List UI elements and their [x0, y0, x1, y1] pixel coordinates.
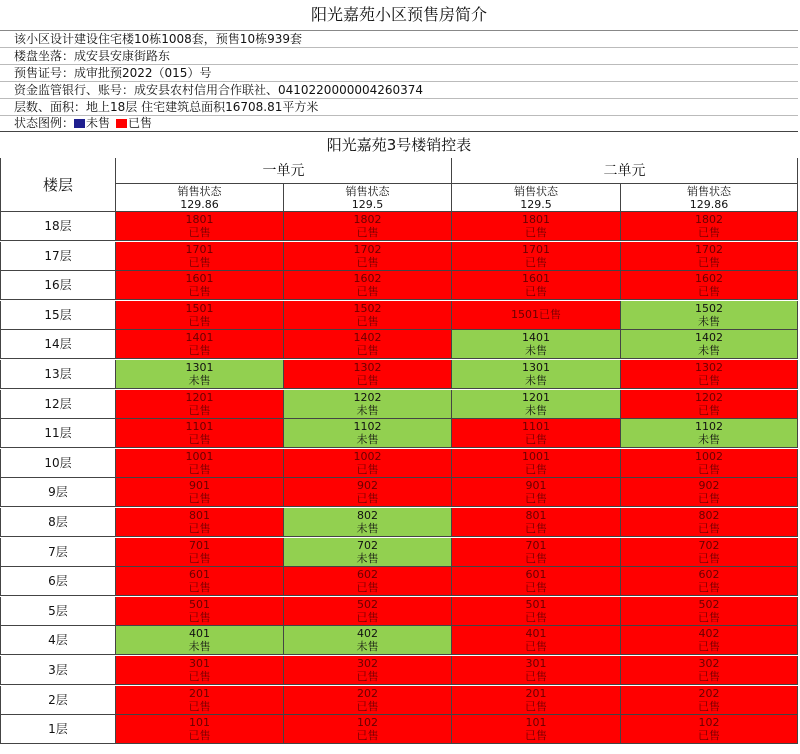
unit-cell [452, 242, 621, 271]
sale-status: 已售 [188, 462, 211, 476]
sale-status: 已售 [698, 462, 720, 476]
floor-label: 13层 [0, 360, 116, 389]
unit-cell [452, 567, 621, 596]
sale-status: 已售 [698, 551, 720, 565]
sale-status: 已售 [188, 729, 211, 743]
room-number: 801 [189, 509, 210, 522]
room-number: 1201 [185, 390, 214, 404]
table-row [0, 360, 798, 389]
room-number: 501 [525, 597, 547, 611]
unit-cell [621, 626, 798, 655]
unit-cell [621, 567, 798, 596]
column-status-label: 销售状态 [514, 185, 558, 198]
sale-status: 已售 [698, 581, 720, 595]
info-line-permit: 预售证号：成审批预2022（015）号 [0, 65, 798, 82]
room-number: 502 [698, 597, 720, 611]
table-row [0, 419, 798, 448]
unit-cell [284, 360, 452, 389]
room-number: 1202 [353, 390, 382, 404]
unit-cell [116, 715, 284, 744]
sale-status: 已售 [356, 610, 379, 624]
unit-cell [116, 478, 284, 507]
sale-status: 已售 [188, 581, 211, 595]
unit-cell [452, 449, 621, 478]
room-number: 1402 [695, 331, 723, 345]
room-number: 1401 [185, 331, 214, 345]
room-number: 401 [189, 627, 210, 641]
column-header [452, 184, 621, 212]
sale-status: 已售 [188, 699, 211, 713]
room-number: 102 [357, 716, 378, 730]
sale-status: 未售 [356, 640, 379, 654]
unit-cell [284, 242, 452, 271]
table-row [0, 330, 798, 359]
sale-status: 已售 [698, 492, 720, 506]
room-number: 601 [525, 568, 547, 582]
unit-cell [621, 330, 798, 359]
room-number: 902 [357, 479, 378, 493]
room-number: 1402 [353, 331, 382, 345]
sale-status: 已售 [356, 285, 379, 299]
sale-status: 已售 [356, 314, 379, 328]
table-row [0, 478, 798, 507]
legend-label: 状态图例： [14, 116, 75, 130]
sale-status: 已售 [188, 433, 211, 447]
sale-status: 已售 [188, 670, 211, 683]
sale-status: 已售 [698, 255, 720, 269]
table-row [0, 567, 798, 596]
room-number: 1801 [522, 213, 550, 226]
unit-cell [284, 419, 452, 448]
sale-status: 已售 [698, 403, 720, 417]
table-row [0, 271, 798, 300]
unit-cell [621, 686, 798, 715]
unit-cell [621, 212, 798, 241]
room-number: 1102 [695, 420, 723, 434]
room-number: 302 [698, 657, 720, 670]
unit-cell [116, 360, 284, 389]
sale-status: 未售 [356, 522, 379, 535]
room-number: 502 [357, 597, 378, 611]
table-row [0, 449, 798, 478]
floor-label: 4层 [0, 626, 116, 655]
legend-swatch [116, 119, 127, 128]
sale-status: 已售 [525, 522, 547, 535]
column-area: 129.5 [520, 198, 552, 211]
room-number: 1401 [522, 331, 550, 345]
room-number: 501 [189, 597, 210, 611]
floor-label: 10层 [0, 449, 116, 478]
room-number: 1001 [185, 449, 214, 463]
floor-label: 14层 [0, 330, 116, 359]
sale-status: 已售 [698, 226, 720, 239]
unit-cell [284, 656, 452, 685]
table-row [0, 212, 798, 241]
sale-status: 已售 [698, 729, 720, 743]
sale-status: 未售 [525, 344, 547, 358]
unit-cell [452, 478, 621, 507]
info-line-bank: 资金监管银行、账号：成安县农村信用合作联社、0410220000004260374 [0, 82, 798, 99]
sale-status: 已售 [356, 226, 379, 239]
room-number: 1301 [522, 361, 550, 374]
room-number: 202 [698, 686, 720, 700]
room-number: 601 [189, 568, 210, 582]
room-number: 201 [525, 686, 547, 700]
legend-swatch [74, 119, 85, 128]
sale-status: 已售 [188, 314, 211, 328]
unit-cell [116, 212, 284, 241]
room-number: 1702 [695, 242, 723, 256]
sale-status: 已售 [356, 255, 379, 269]
sale-status: 已售 [525, 551, 547, 565]
sale-status: 已售 [188, 255, 211, 269]
floor-label: 12层 [0, 390, 116, 419]
sale-status: 已售 [525, 255, 547, 269]
sale-status: 未售 [525, 403, 547, 417]
unit-cell [452, 538, 621, 567]
floor-label: 11层 [0, 419, 116, 448]
sale-status: 已售 [188, 551, 211, 565]
room-number: 1701 [522, 242, 550, 256]
sale-status: 已售 [698, 670, 720, 683]
sale-status: 已售 [356, 729, 379, 743]
room-number: 202 [357, 686, 378, 700]
sale-status: 已售 [356, 462, 379, 476]
floor-label: 9层 [0, 478, 116, 507]
column-header [116, 184, 284, 212]
floor-label: 3层 [0, 656, 116, 685]
column-header [284, 184, 452, 212]
sale-status: 未售 [698, 314, 720, 328]
room-number: 1602 [695, 272, 723, 286]
unit-cell [621, 715, 798, 744]
unit-2-header: 二单元 [452, 158, 798, 184]
info-line-floors-area: 层数、面积：地上18层 住宅建筑总面积16708.81平方米 [0, 99, 798, 116]
unit-cell [116, 508, 284, 537]
room-number: 902 [698, 479, 720, 493]
sale-status: 已售 [525, 492, 547, 506]
room-number: 1101 [522, 420, 550, 434]
legend-item-label: 未售 [86, 116, 111, 130]
unit-cell [284, 567, 452, 596]
table-row [0, 715, 798, 744]
room-number: 1501 [511, 307, 539, 321]
sale-status: 已售 [188, 344, 211, 358]
room-number: 802 [698, 509, 720, 522]
unit-cell [116, 271, 284, 300]
sale-status: 已售 [356, 581, 379, 595]
sale-status: 已售 [188, 492, 211, 506]
unit-cell [621, 538, 798, 567]
unit-cell [452, 419, 621, 448]
unit-cell [621, 656, 798, 685]
table-row [0, 508, 798, 537]
sale-status: 已售 [188, 226, 211, 239]
unit-cell [284, 478, 452, 507]
room-number: 602 [698, 568, 720, 582]
room-number: 1702 [353, 242, 382, 256]
sale-status: 已售 [356, 699, 379, 713]
floor-header: 楼层 [0, 158, 116, 212]
sale-status: 已售 [525, 433, 547, 447]
info-line-location: 楼盘坐落：成安县安康街路东 [0, 48, 798, 65]
room-number: 802 [357, 509, 378, 522]
room-number: 1102 [353, 420, 382, 434]
unit-cell [116, 330, 284, 359]
sale-status: 已售 [356, 492, 379, 506]
sale-status: 已售 [188, 403, 211, 417]
room-number: 901 [189, 479, 210, 493]
sale-status: 已售 [698, 610, 720, 624]
unit-1-header: 一单元 [116, 158, 452, 184]
table-row [0, 242, 798, 271]
room-number: 702 [698, 538, 720, 552]
page-title: 阳光嘉苑小区预售房简介 [0, 0, 798, 31]
column-status-label: 销售状态 [687, 185, 731, 198]
table-title: 阳光嘉苑3号楼销控表 [0, 131, 798, 159]
table-row [0, 301, 798, 330]
unit-cell [284, 508, 452, 537]
unit-cell [116, 686, 284, 715]
unit-cell [116, 242, 284, 271]
sale-status: 已售 [525, 581, 547, 595]
room-number: 901 [525, 479, 547, 493]
table-row [0, 597, 798, 626]
unit-cell [452, 626, 621, 655]
unit-cell [621, 419, 798, 448]
sale-status: 已售 [525, 640, 547, 654]
sale-status: 已售 [525, 226, 547, 239]
unit-cell [116, 390, 284, 419]
sale-status: 已售 [188, 610, 211, 624]
column-status-label: 销售状态 [177, 185, 222, 198]
sale-status: 已售 [698, 285, 720, 299]
room-number: 1601 [522, 272, 550, 286]
room-number: 1502 [353, 301, 382, 315]
unit-cell [452, 656, 621, 685]
sale-status: 已售 [525, 699, 547, 713]
legend-row [0, 116, 798, 131]
column-area: 129.86 [689, 198, 729, 211]
unit-cell [452, 715, 621, 744]
unit-cell [621, 597, 798, 626]
room-number: 1501 [185, 301, 214, 315]
unit-cell [621, 390, 798, 419]
unit-cell [284, 390, 452, 419]
room-number: 1701 [185, 242, 214, 256]
room-number: 1601 [185, 272, 214, 286]
unit-cell [621, 449, 798, 478]
unit-cell [284, 686, 452, 715]
unit-cell [116, 301, 284, 330]
sale-status: 未售 [356, 433, 379, 447]
column-status-label: 销售状态 [345, 185, 390, 198]
room-number: 801 [525, 509, 547, 522]
unit-cell [116, 567, 284, 596]
unit-cell [284, 301, 452, 330]
sale-status: 已售 [356, 670, 379, 683]
floor-label: 8层 [0, 508, 116, 537]
unit-cell [284, 330, 452, 359]
column-area: 129.86 [180, 198, 219, 211]
room-number: 402 [698, 627, 720, 641]
sale-status: 已售 [698, 640, 720, 654]
unit-cell [452, 360, 621, 389]
room-number: 301 [189, 657, 210, 670]
room-number: 1302 [695, 361, 723, 374]
column-area: 129.5 [351, 198, 384, 211]
room-number: 302 [357, 657, 378, 670]
sale-status: 已售 [188, 285, 211, 299]
table-row [0, 626, 798, 655]
room-number: 1801 [185, 213, 214, 226]
room-number: 1002 [695, 449, 723, 463]
sale-status: 未售 [356, 403, 379, 417]
unit-cell [284, 538, 452, 567]
column-header [621, 184, 798, 212]
unit-cell [621, 242, 798, 271]
sale-status: 已售 [539, 307, 561, 321]
unit-cell [116, 656, 284, 685]
table-row [0, 538, 798, 567]
unit-cell [452, 508, 621, 537]
room-number: 701 [189, 538, 210, 552]
unit-cell [452, 597, 621, 626]
unit-cell [284, 597, 452, 626]
room-number: 1202 [695, 390, 723, 404]
room-number: 1302 [353, 361, 382, 374]
sale-status: 未售 [698, 344, 720, 358]
unit-cell [452, 686, 621, 715]
unit-cell [621, 360, 798, 389]
room-number: 702 [357, 538, 378, 552]
room-number: 401 [525, 627, 547, 641]
unit-cell [452, 301, 621, 330]
floor-label: 1层 [0, 715, 116, 744]
room-number: 1201 [522, 390, 550, 404]
room-number: 1101 [185, 420, 214, 434]
floor-label: 15层 [0, 301, 116, 330]
unit-cell [621, 271, 798, 300]
floor-label: 5层 [0, 597, 116, 626]
sale-status: 未售 [525, 374, 547, 387]
sale-status: 未售 [356, 551, 379, 565]
room-number: 602 [357, 568, 378, 582]
sale-status: 已售 [698, 699, 720, 713]
sale-status: 未售 [188, 374, 211, 387]
sale-status: 已售 [525, 729, 547, 743]
sale-status: 已售 [525, 610, 547, 624]
room-number: 101 [525, 716, 547, 730]
unit-cell [116, 449, 284, 478]
legend-item-label: 已售 [128, 116, 153, 130]
unit-cell [452, 330, 621, 359]
sale-status: 未售 [188, 640, 211, 654]
sale-status: 已售 [525, 285, 547, 299]
table-row [0, 390, 798, 419]
room-number: 1802 [695, 213, 723, 226]
sale-status: 已售 [698, 374, 720, 387]
unit-cell [284, 271, 452, 300]
room-number: 402 [357, 627, 378, 641]
room-number: 101 [189, 716, 210, 730]
room-number: 1301 [185, 361, 214, 374]
sale-status: 已售 [356, 374, 379, 387]
table-row [0, 686, 798, 715]
sale-status: 已售 [188, 522, 211, 535]
unit-cell [116, 419, 284, 448]
unit-cell [452, 212, 621, 241]
unit-cell [284, 212, 452, 241]
floor-label: 2层 [0, 686, 116, 715]
unit-cell [452, 271, 621, 300]
sale-status: 已售 [525, 462, 547, 476]
sale-status: 已售 [525, 670, 547, 683]
unit-cell [621, 478, 798, 507]
room-number: 102 [698, 716, 720, 730]
unit-cell [284, 449, 452, 478]
floor-label: 7层 [0, 538, 116, 567]
unit-cell [284, 626, 452, 655]
sale-status: 未售 [698, 433, 720, 447]
unit-cell [621, 508, 798, 537]
room-number: 1802 [353, 213, 382, 226]
sale-status: 已售 [698, 522, 720, 535]
unit-cell [116, 626, 284, 655]
room-number: 1002 [353, 449, 382, 463]
unit-cell [116, 538, 284, 567]
sale-status: 已售 [356, 344, 379, 358]
room-number: 301 [525, 657, 547, 670]
room-number: 1001 [522, 449, 550, 463]
unit-cell [621, 301, 798, 330]
floor-label: 18层 [0, 212, 116, 241]
table-row [0, 656, 798, 685]
room-number: 701 [525, 538, 547, 552]
room-number: 201 [189, 686, 210, 700]
room-number: 1502 [695, 301, 723, 315]
floor-label: 6层 [0, 567, 116, 596]
floor-label: 16层 [0, 271, 116, 300]
room-number: 1602 [353, 272, 382, 286]
info-line-units: 该小区设计建设住宅楼10栋1008套，预售10栋939套 [0, 31, 798, 48]
unit-cell [452, 390, 621, 419]
floor-label: 17层 [0, 242, 116, 271]
unit-cell [284, 715, 452, 744]
unit-cell [116, 597, 284, 626]
